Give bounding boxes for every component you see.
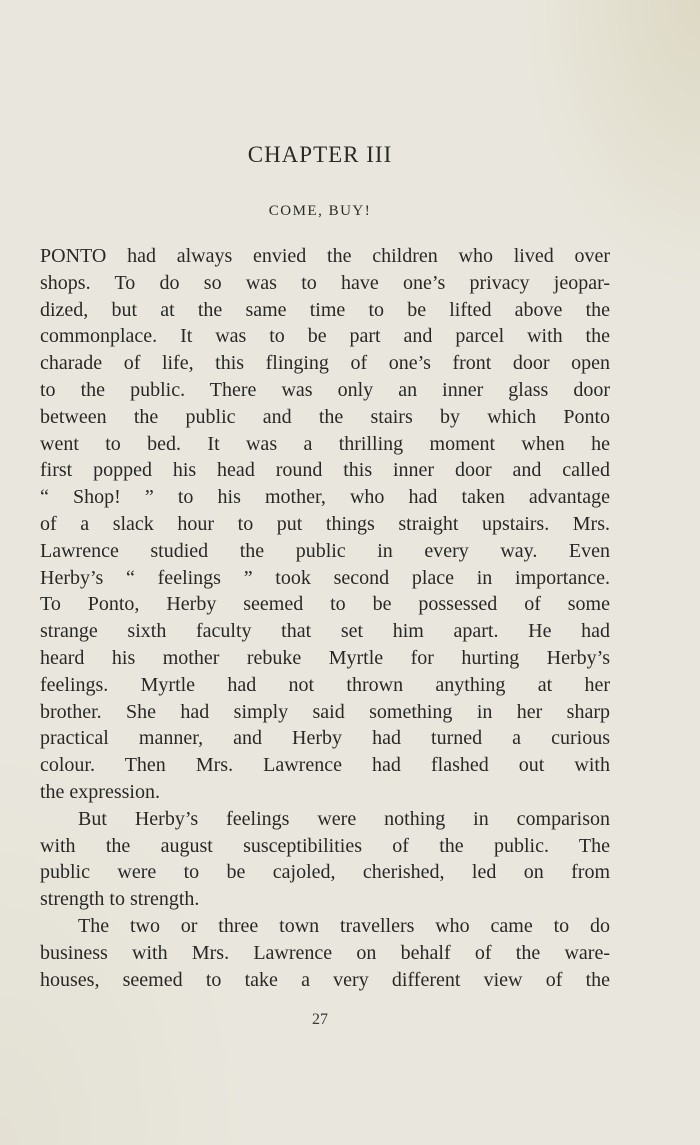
- text-line: houses, seemed to take a very different view of the: [40, 968, 610, 991]
- text-line: practical manner, and Herby had turned a curious: [40, 727, 610, 750]
- text-line: went to bed. It was a thrilling moment when he: [40, 432, 610, 455]
- text-line: to the public. There was only an inner glass door: [40, 378, 610, 401]
- text-line: commonplace. It was to be part and parcel with the: [40, 325, 610, 348]
- text-line: with the august susceptibilities of the public. The: [40, 834, 610, 857]
- text-line: strength to strength.: [40, 888, 200, 911]
- text-line: brother. She had simply said something in her sharp: [40, 700, 610, 723]
- text-line: business with Mrs. Lawrence on behalf of the ware-: [40, 941, 610, 964]
- text-line: colour. Then Mrs. Lawrence had flashed out with: [40, 754, 610, 777]
- text-line: dized, but at the same time to be lifted above the: [40, 298, 610, 321]
- chapter-subtitle: COME, BUY!: [268, 203, 372, 219]
- text-line: charade of life, this flinging of one’s front door open: [40, 352, 610, 375]
- text-line: between the public and the stairs by which Ponto: [40, 405, 610, 428]
- text-line: But Herby’s feelings were nothing in comparison: [78, 807, 610, 830]
- text-line: the expression.: [40, 780, 160, 803]
- text-line: Herby’s “ feelings ” took second place in importance.: [40, 566, 610, 589]
- text-line: feelings. Myrtle had not thrown anything at her: [40, 673, 610, 696]
- text-line: To Ponto, Herby seemed to be possessed of some: [40, 593, 610, 616]
- text-line: of a slack hour to put things straight upstairs. Mrs.: [40, 512, 610, 535]
- text-line: The two or three town travellers who came to do: [78, 914, 610, 937]
- text-line: PONTO had always envied the children who lived over: [40, 245, 610, 267]
- text-line: “ Shop! ” to his mother, who had taken advantage: [40, 486, 610, 509]
- text-line: first popped his head round this inner door and called: [40, 459, 610, 482]
- text-line: shops. To do so was to have one’s privacy jeopar-: [40, 271, 610, 294]
- text-line: heard his mother rebuke Myrtle for hurting Herby’s: [40, 646, 610, 669]
- text-line: public were to be cajoled, cherished, led on from: [40, 861, 610, 884]
- text-line: Lawrence studied the public in every way. Even: [40, 539, 610, 562]
- page-number: 27: [312, 1011, 328, 1028]
- chapter-title: CHAPTER III: [247, 142, 393, 167]
- text-line: strange sixth faculty that set him apart. He had: [40, 620, 610, 643]
- body-text: [40, 243, 610, 993]
